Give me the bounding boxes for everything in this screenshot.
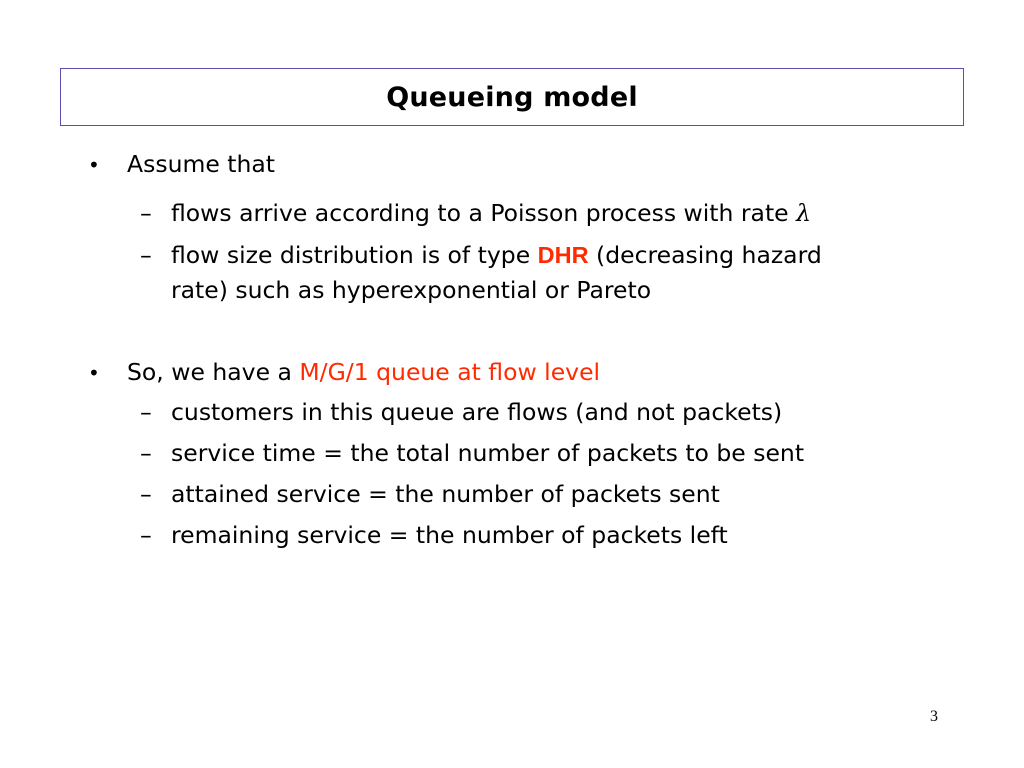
bullet-marker: • [88,153,100,177]
sub-bullet-dhr-continuation: rate) such as hyperexponential or Pareto [171,276,652,304]
sub-bullet-dhr-text-after: (decreasing hazard [588,241,822,269]
sub-bullet-attained-service: attained service = the number of packets sent [171,480,720,508]
slide-title: Queueing model [386,81,638,113]
sub-bullet-dhr [171,238,822,272]
bullet-marker: • [88,361,100,385]
page-number: 3 [930,708,938,725]
dhr-highlight: DHR [537,242,589,268]
dash-marker: – [140,199,152,227]
dash-marker: – [140,480,152,508]
dash-marker: – [140,398,152,426]
lambda-symbol: λ [796,199,811,227]
sub-bullet-service-time: service time = the total number of packets to be sent [171,439,805,467]
mg1-highlight: M/G/1 queue at flow level [299,358,601,386]
bullet-mg1-text: So, we have a [127,358,300,386]
sub-bullet-poisson-text: flows arrive according to a Poisson process with rate [171,199,797,227]
dash-marker: – [140,439,152,467]
sub-bullet-poisson [171,196,811,230]
sub-bullet-customers: customers in this queue are flows (and not packets) [171,398,783,426]
dash-marker: – [140,241,152,269]
bullet-assume-that: Assume that [127,150,275,178]
dash-marker: – [140,521,152,549]
sub-bullet-remaining-service: remaining service = the number of packets left [171,521,728,549]
bullet-mg1 [127,355,600,389]
sub-bullet-dhr-text-before: flow size distribution is of type [171,241,538,269]
